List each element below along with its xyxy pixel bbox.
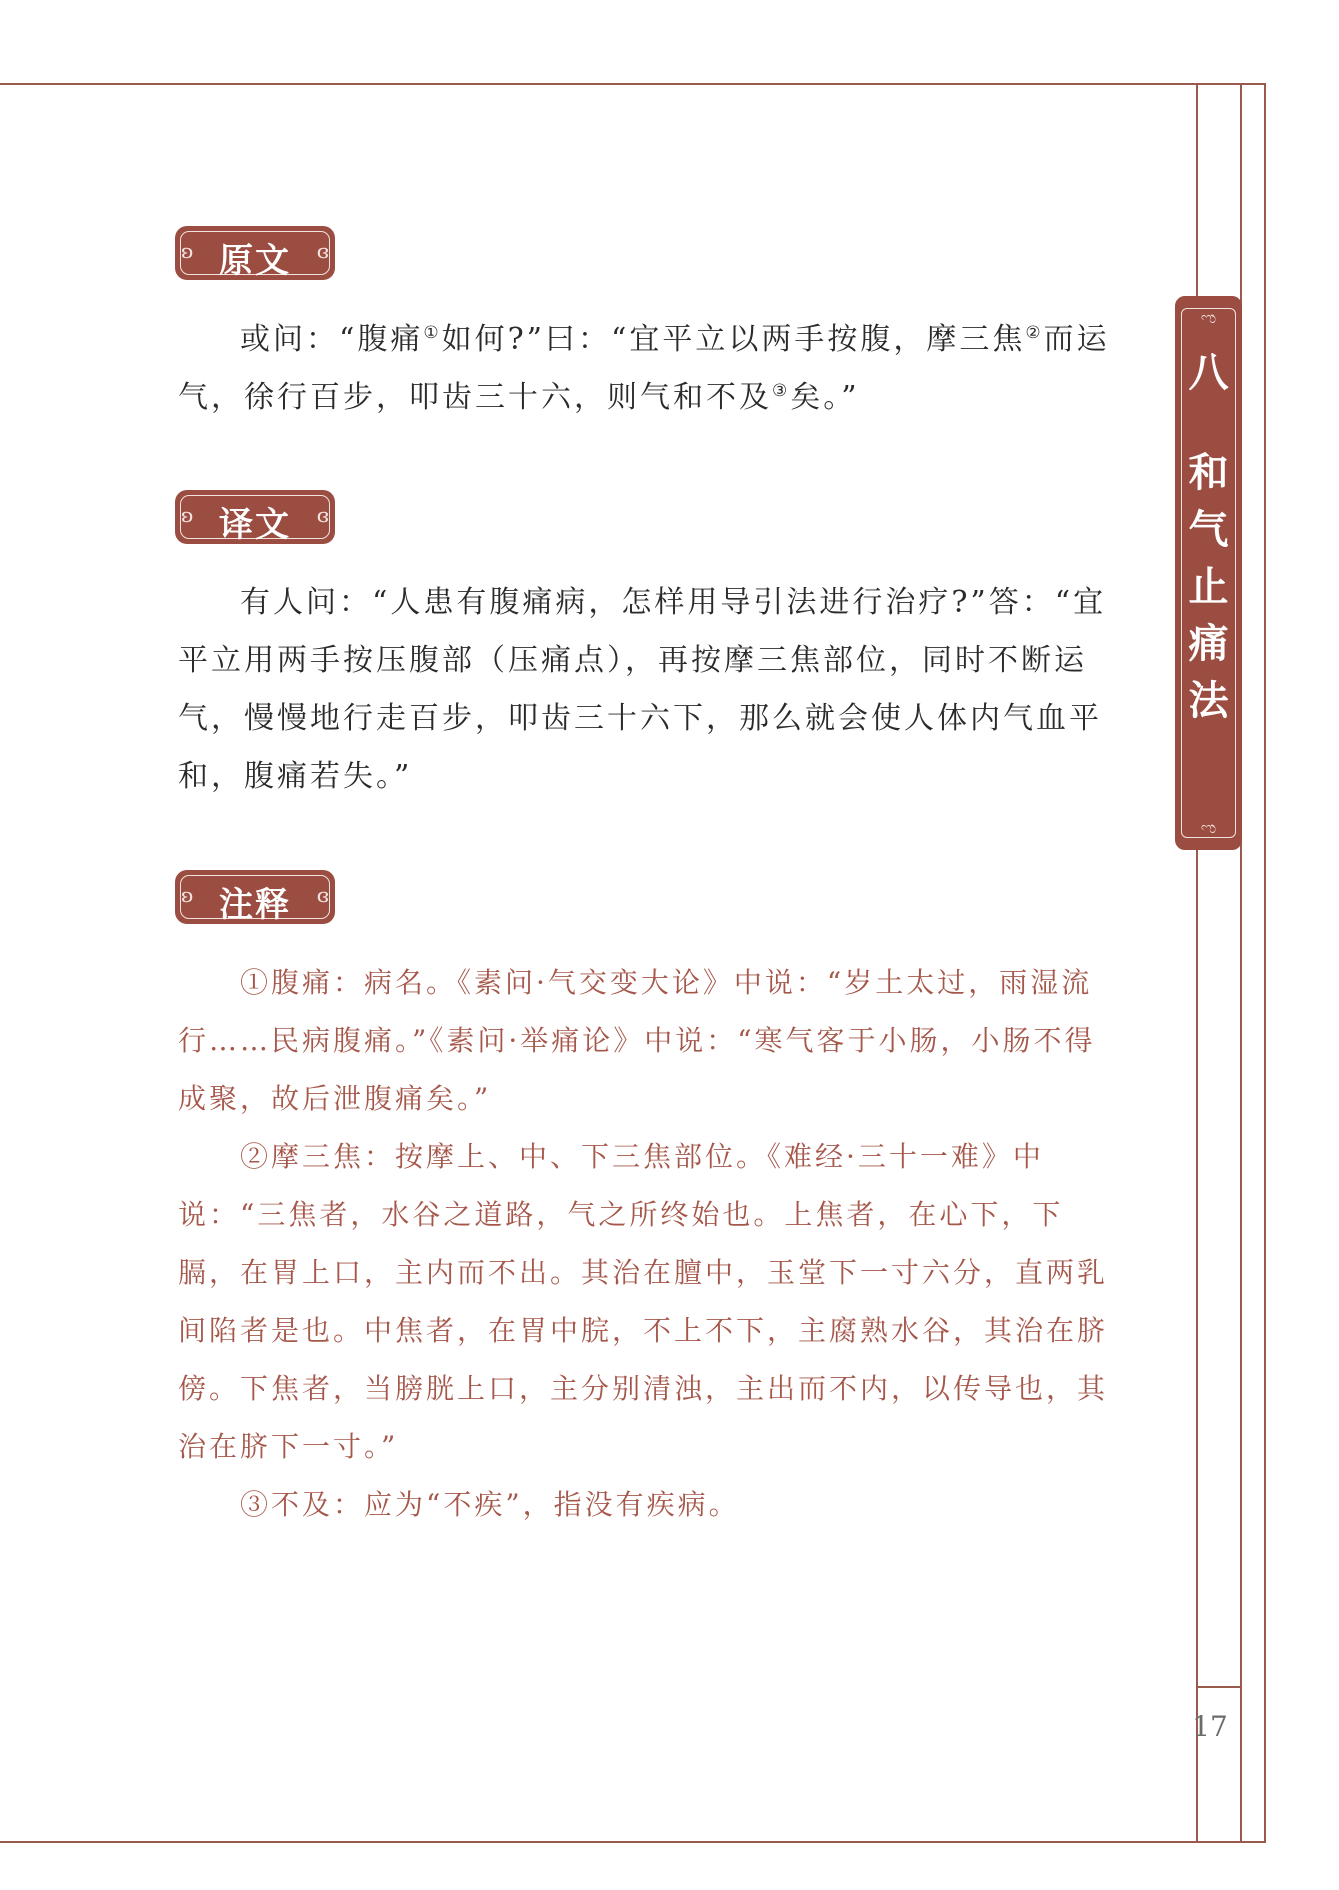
scroll-ornament-icon: ʚ — [181, 239, 194, 263]
chapter-title-char: 止 — [1188, 563, 1229, 610]
page-number-divider — [1196, 1686, 1242, 1688]
scroll-ornament-icon: ɞ — [316, 883, 329, 907]
chapter-title-char: 气 — [1188, 506, 1229, 553]
scroll-ornament-icon: ಌ — [1200, 818, 1217, 837]
scroll-ornament-icon: ɞ — [316, 503, 329, 527]
note-item: ③不及：应为“不疾”，指没有疾病。 — [240, 1488, 740, 1521]
original-text: 或问：“腹痛①如何?”曰：“宜平立以两手按腹，摩三焦②而运气，徐行百步，叩齿三十六，则气和不及③矣。” — [178, 322, 1110, 415]
scroll-ornament-icon: ɞ — [316, 239, 329, 263]
translation-text: 有人问：“人患有腹痛病，怎样用导引法进行治疗?”答：“宜平立用两手按压腹部（压痛点），再按摩三焦部位，同时不断运气，慢慢地行走百步，叩齿三十六下，那么就会使人体内气血平和，腹痛若失。” — [178, 585, 1107, 794]
chapter-title-char: 和 — [1188, 449, 1229, 496]
chapter-title-char: 痛 — [1188, 620, 1229, 667]
note-item: ①腹痛：病名。《素问·气交变大论》中说：“岁土太过，雨湿流行……民病腹痛。”《素问·举痛论》中说：“寒气客于小肠，小肠不得成聚，故后泄腹痛矣。” — [178, 966, 1096, 1115]
heading-label: 译文 — [219, 505, 291, 545]
scroll-ornament-icon: ʚ — [181, 503, 194, 527]
scroll-ornament-icon: ಌ — [1200, 308, 1217, 327]
section-heading-original — [175, 226, 335, 280]
chapter-number: 八 — [1188, 349, 1229, 396]
heading-label: 原文 — [219, 241, 291, 281]
section-heading-notes — [175, 870, 335, 924]
chapter-tab — [1175, 296, 1242, 850]
chapter-title-char: 法 — [1188, 677, 1229, 724]
heading-label: 注释 — [219, 885, 291, 925]
page-number: 17 — [1192, 1710, 1228, 1743]
scroll-ornament-icon: ʚ — [181, 883, 194, 907]
note-item: ②摩三焦：按摩上、中、下三焦部位。《难经·三十一难》中说：“三焦者，水谷之道路，气之所终始也。上焦者，在心下，下膈，在胃上口，主内而不出。其治在膻中，玉堂下一寸六分，直两乳间陷者是也。中焦者，在胃中脘，不上不下，主腐熟水谷，其治在脐傍。下焦者，当膀胱上口，主分别清浊，主出而不内，以传导也，其治在脐下一寸。” — [178, 1140, 1109, 1463]
section-heading-translation — [175, 490, 335, 544]
notes-text — [178, 954, 1116, 1534]
